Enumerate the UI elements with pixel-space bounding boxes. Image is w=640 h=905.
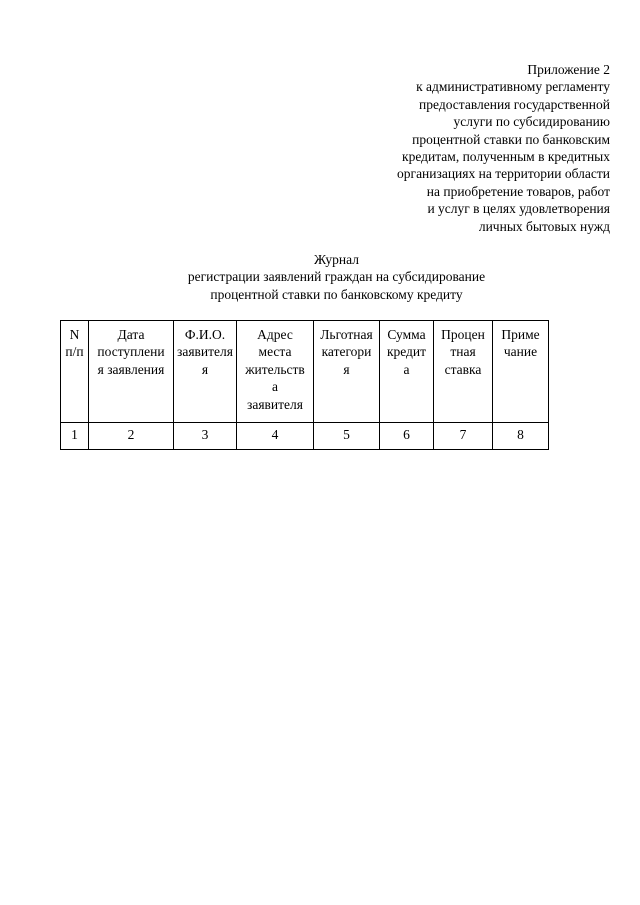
table-cell: 7 bbox=[434, 423, 493, 450]
header-cell-applicant-name: Ф.И.О. заявителя я bbox=[174, 321, 237, 423]
header-cell-loan-amount: Сумма кредит а bbox=[380, 321, 434, 423]
table-cell: 2 bbox=[89, 423, 174, 450]
journal-title: Журнал bbox=[313, 252, 359, 267]
appendix-line: и услуг в целях удовлетворения bbox=[427, 201, 610, 217]
appendix-line: к административному регламенту bbox=[416, 79, 610, 95]
table-cell: 8 bbox=[493, 423, 549, 450]
appendix-line: Приложение 2 bbox=[527, 62, 610, 77]
appendix-header bbox=[350, 61, 610, 235]
appendix-line: кредитам, полученным в кредитных bbox=[402, 149, 610, 165]
journal-subtitle-line-2: процентной ставки по банковскому кредиту bbox=[210, 286, 463, 302]
appendix-line: процентной ставки по банковским bbox=[412, 131, 610, 147]
appendix-line: организациях на территории области bbox=[397, 166, 610, 182]
table-cell: 3 bbox=[174, 423, 237, 450]
header-cell-interest-rate: Процен тная ставка bbox=[434, 321, 493, 423]
table-cell: 5 bbox=[314, 423, 380, 450]
table-header-row bbox=[61, 321, 549, 423]
appendix-line: услуги по субсидированию bbox=[453, 114, 610, 130]
header-cell-note: Приме чание bbox=[493, 321, 549, 423]
header-cell-address: Адрес места жительств а заявителя bbox=[237, 321, 314, 423]
appendix-line: личных бытовых нужд bbox=[478, 218, 610, 234]
table-row bbox=[61, 423, 549, 450]
header-cell-number: N п/п bbox=[61, 321, 89, 423]
journal-subtitle-line-1: регистрации заявлений граждан на субсидирование bbox=[187, 269, 486, 285]
registration-table bbox=[60, 320, 549, 450]
appendix-line: на приобретение товаров, работ bbox=[426, 183, 610, 199]
journal-title-block bbox=[0, 251, 640, 303]
appendix-line: предоставления государственной bbox=[419, 96, 610, 112]
header-cell-category: Льготная категори я bbox=[314, 321, 380, 423]
table-cell: 6 bbox=[380, 423, 434, 450]
table-cell: 1 bbox=[61, 423, 89, 450]
table-cell: 4 bbox=[237, 423, 314, 450]
header-cell-date: Дата поступлени я заявления bbox=[89, 321, 174, 423]
